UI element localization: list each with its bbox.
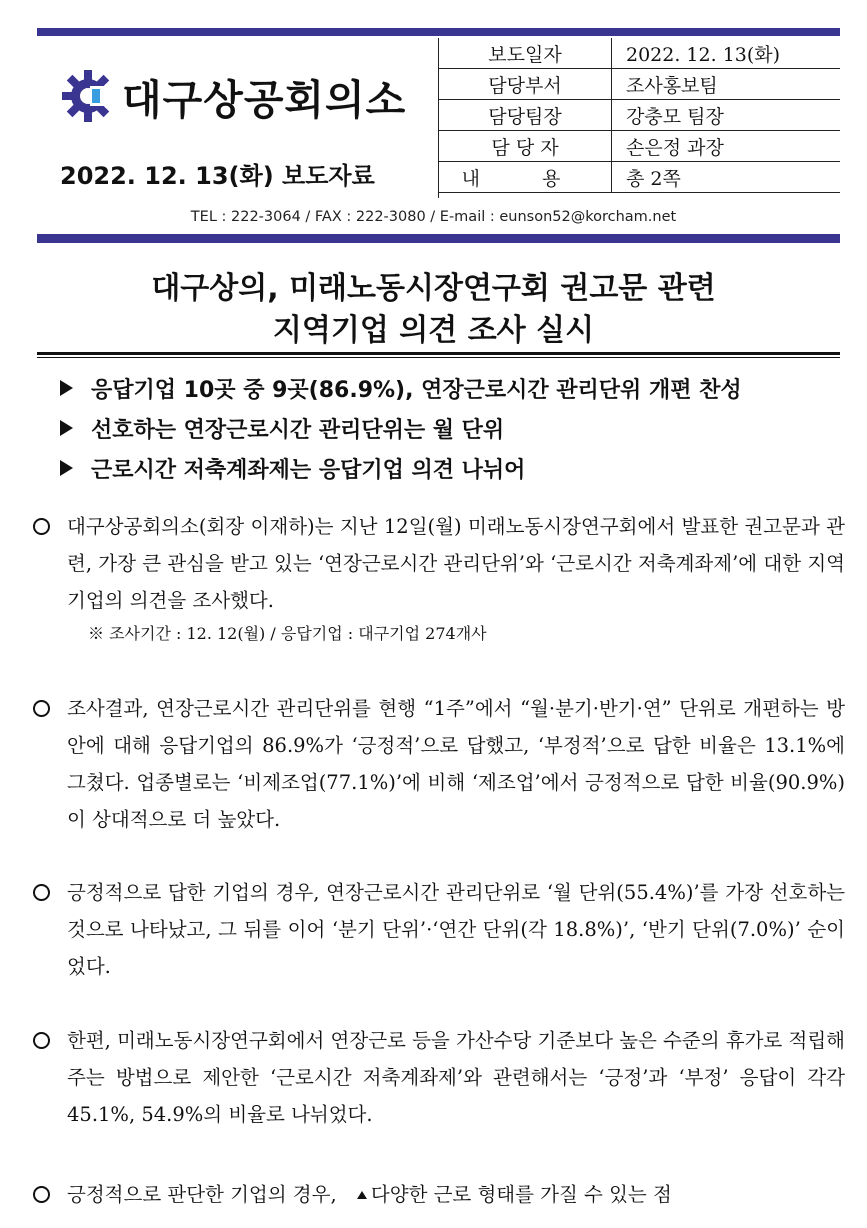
table-row (439, 162, 841, 193)
gear-logo-icon (60, 68, 116, 124)
circle-bullet-icon (33, 700, 50, 717)
release-info-table (438, 38, 840, 193)
top-brand-bar (37, 28, 840, 36)
press-release-date: 2022. 12. 13(화) 보도자료 (60, 162, 375, 190)
triangle-bullet-icon (60, 380, 73, 396)
highlight-text: 근로시간 저축계좌제는 응답기업 의견 나뉘어 (91, 457, 526, 483)
info-value: 조사홍보팀 (612, 69, 841, 100)
survey-note: ※ 조사기간 : 12. 12(월) / 응답기업 : 대구기업 274개사 (88, 624, 487, 643)
title-divider-thin (37, 357, 840, 358)
title-divider (37, 352, 840, 355)
body-paragraph (30, 690, 845, 838)
paragraph-text (67, 1176, 845, 1213)
headline (0, 268, 867, 352)
triangle-up-icon (357, 1191, 367, 1199)
contact-info: TEL : 222-3064 / FAX : 222-3080 / E-mail : eunson52@korcham.net (190, 209, 677, 225)
headline-line-2: 지역기업 의견 조사 실시 (272, 313, 595, 348)
circle-bullet-icon (33, 518, 50, 535)
paragraph-text: 대구상공회의소(회장 이재하)는 지난 12일(월) 미래노동시장연구회에서 발표한 권고문과 관련, 가장 큰 관심을 받고 있는 ‘연장근로시간 관리단위’와 ‘근로시간 저축계좌제’에 대한 지역기업의 의견을 조사했다. (67, 515, 845, 612)
body-paragraph (30, 1176, 845, 1213)
table-row (439, 100, 841, 131)
circle-bullet-icon (33, 1032, 50, 1049)
highlight-item (60, 408, 742, 448)
info-key: 담당팀장 (439, 100, 612, 131)
highlight-item (60, 368, 742, 408)
info-key: 내 용 (439, 162, 612, 193)
org-logo (60, 68, 406, 124)
body-paragraph (30, 1022, 845, 1133)
info-value: 강충모 팀장 (612, 100, 841, 131)
body-paragraph (30, 874, 845, 985)
bottom-brand-bar (37, 234, 840, 243)
info-value: 총 2쪽 (612, 162, 841, 193)
highlight-text: 응답기업 10곳 중 9곳(86.9%), 연장근로시간 관리단위 개편 찬성 (91, 377, 742, 403)
info-key: 담당부서 (439, 69, 612, 100)
highlight-text: 선호하는 연장근로시간 관리단위는 월 단위 (91, 417, 505, 443)
info-key: 보도일자 (439, 38, 612, 69)
table-row (439, 38, 841, 69)
info-key: 담 당 자 (439, 131, 612, 162)
table-row (439, 131, 841, 162)
headline-line-1: 대구상의, 미래노동시장연구회 권고문 관련 (151, 271, 716, 306)
triangle-bullet-icon (60, 460, 73, 476)
circle-bullet-icon (33, 884, 50, 901)
info-value: 손은정 과장 (612, 131, 841, 162)
body-paragraph (30, 508, 845, 649)
circle-bullet-icon (33, 1186, 50, 1203)
paragraph-text: 한편, 미래노동시장연구회에서 연장근로 등을 가산수당 기준보다 높은 수준의 휴가로 적립해주는 방법으로 제안한 ‘근로시간 저축계좌제’와 관련해서는 ‘긍정’과 ‘부정’ 응답이 각각 45.1%, 54.9%의 비율로 나뉘었다. (67, 1029, 845, 1126)
triangle-bullet-icon (60, 420, 73, 436)
org-name: 대구상공회의소 (122, 75, 407, 124)
table-row (439, 69, 841, 100)
highlights-list (60, 368, 742, 488)
paragraph-text: 조사결과, 연장근로시간 관리단위를 현행 “1주”에서 “월·분기·반기·연” 단위로 개편하는 방안에 대해 응답기업의 86.9%가 ‘긍정적’으로 답했고, ‘부정적’으로 답한 비율은 13.1%에 그쳤다. 업종별로는 ‘비제조업(77.1%)’에 비해 ‘제조업’에서 긍정적으로 답한 비율(90.9%)이 상대적으로 더 높았다. (67, 697, 845, 831)
info-value: 2022. 12. 13(화) (612, 38, 841, 69)
highlight-item (60, 448, 742, 488)
list-item: 다양한 근로 형태를 가질 수 있는 점 (370, 1183, 672, 1206)
paragraph-text: 긍정적으로 답한 기업의 경우, 연장근로시간 관리단위로 ‘월 단위(55.4%)’를 가장 선호하는 것으로 나타났고, 그 뒤를 이어 ‘분기 단위’·‘연간 단위(각 18.8%)’, ‘반기 단위(7.0%)’ 순이었다. (67, 881, 845, 978)
paragraph-lead: 긍정적으로 판단한 기업의 경우, (67, 1183, 337, 1206)
